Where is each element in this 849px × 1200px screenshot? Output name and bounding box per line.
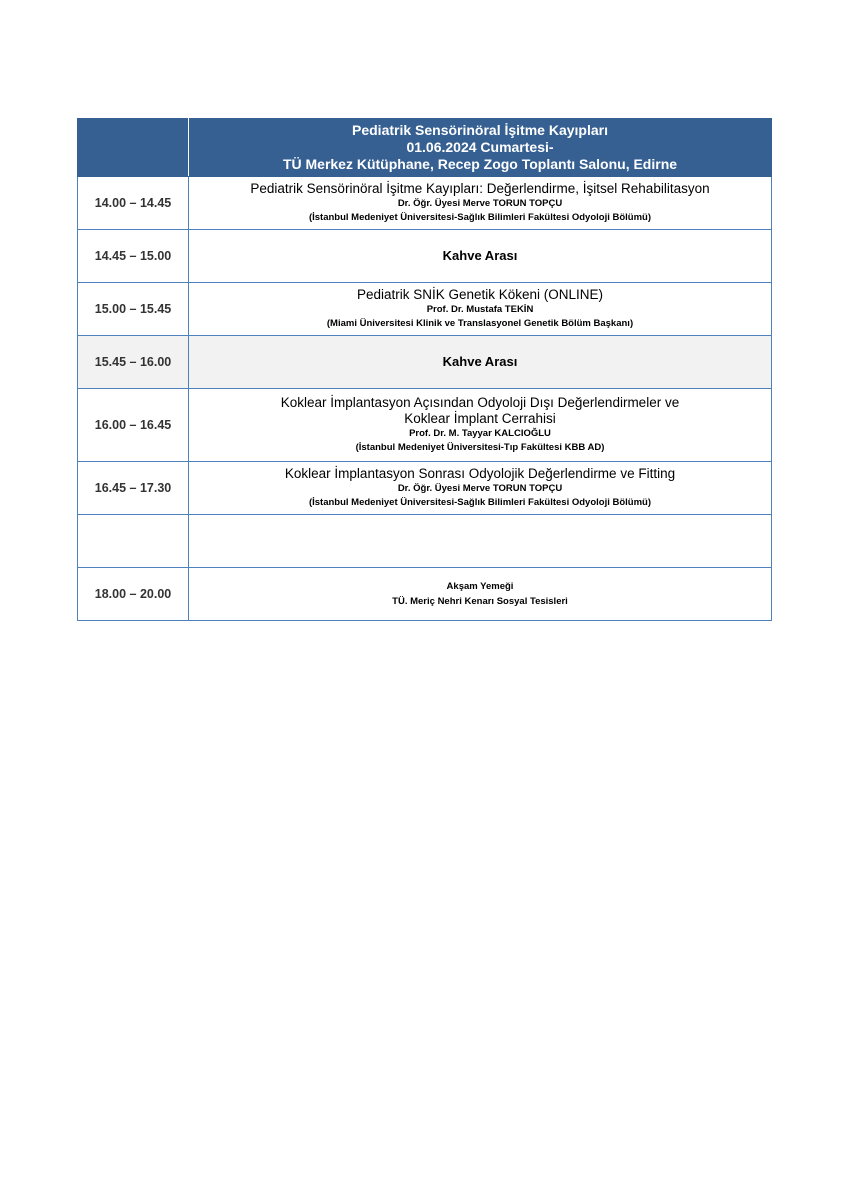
- speaker-affiliation: (İstanbul Medeniyet Üniversitesi-Sağlık Bilimleri Fakültesi Odyoloji Bölümü): [308, 497, 652, 508]
- dinner-cell: [189, 568, 772, 621]
- speaker-affiliation: (İstanbul Medeniyet Üniversitesi-Tıp Fakültesi KBB AD): [355, 442, 605, 453]
- dinner-venue: TÜ. Meriç Nehri Kenarı Sosyal Tesisleri: [392, 596, 568, 607]
- talk-title-line-1: Koklear İmplantasyon Açısından Odyoloji Dışı Değerlendirmeler ve: [280, 395, 680, 410]
- table-row: [78, 230, 772, 283]
- time-cell: 16.45 – 17.30: [78, 462, 189, 515]
- time-cell: 14.45 – 15.00: [78, 230, 189, 283]
- time-cell: 18.00 – 20.00: [78, 568, 189, 621]
- time-cell: 15.00 – 15.45: [78, 283, 189, 336]
- table-header-row: [78, 119, 772, 177]
- break-cell: [189, 336, 772, 389]
- talk-cell: [189, 389, 772, 462]
- header-time-cell: [78, 119, 189, 177]
- talk-cell: [189, 462, 772, 515]
- speaker-name: Prof. Dr. Mustafa TEKİN: [426, 304, 534, 315]
- program-table: [77, 118, 772, 621]
- talk-title-line-2: Koklear İmplant Cerrahisi: [404, 411, 556, 426]
- table-row: [78, 177, 772, 230]
- dinner-label: Akşam Yemeği: [446, 581, 514, 592]
- speaker-affiliation: (Miami Üniversitesi Klinik ve Translasyonel Genetik Bölüm Başkanı): [326, 318, 634, 329]
- table-row: [78, 336, 772, 389]
- speaker-affiliation: (İstanbul Medeniyet Üniversitesi-Sağlık Bilimleri Fakültesi Odyoloji Bölümü): [308, 212, 652, 223]
- empty-cell: [189, 515, 772, 568]
- break-cell: [189, 230, 772, 283]
- table-row: [78, 568, 772, 621]
- talk-cell: [189, 177, 772, 230]
- table-row: [78, 462, 772, 515]
- time-cell: [78, 515, 189, 568]
- time-cell: 16.00 – 16.45: [78, 389, 189, 462]
- header-title-cell: [189, 119, 772, 177]
- time-cell: 15.45 – 16.00: [78, 336, 189, 389]
- session-venue: TÜ Merkez Kütüphane, Recep Zogo Toplantı Salonu, Edirne: [282, 156, 678, 172]
- table-row: [78, 283, 772, 336]
- session-date: 01.06.2024 Cumartesi-: [406, 139, 554, 155]
- speaker-name: Prof. Dr. M. Tayyar KALCIOĞLU: [409, 428, 551, 439]
- time-cell: 14.00 – 14.45: [78, 177, 189, 230]
- coffee-break-label: Kahve Arası: [442, 248, 518, 263]
- talk-cell: [189, 283, 772, 336]
- table-row: [78, 389, 772, 462]
- session-title: Pediatrik Sensörinöral İşitme Kayıpları: [352, 122, 608, 138]
- speaker-name: Dr. Öğr. Üyesi Merve TORUN TOPÇU: [397, 483, 563, 494]
- talk-title: Pediatrik SNİK Genetik Kökeni (ONLINE): [356, 287, 604, 302]
- table-row-empty: [78, 515, 772, 568]
- coffee-break-label: Kahve Arası: [442, 354, 518, 369]
- speaker-name: Dr. Öğr. Üyesi Merve TORUN TOPÇU: [397, 198, 563, 209]
- talk-title: Pediatrik Sensörinöral İşitme Kayıpları: Değerlendirme, İşitsel Rehabilitasyon: [250, 181, 710, 196]
- talk-title: Koklear İmplantasyon Sonrası Odyolojik Değerlendirme ve Fitting: [284, 466, 676, 481]
